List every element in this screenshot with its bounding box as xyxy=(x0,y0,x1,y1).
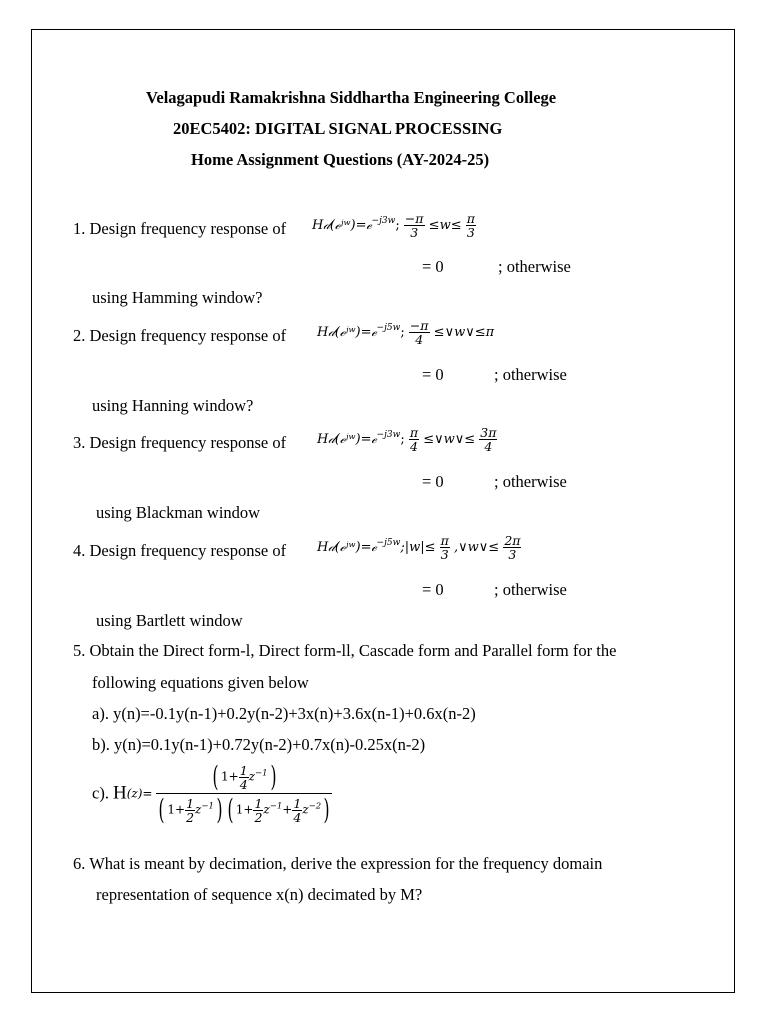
q5-line2: following equations given below xyxy=(92,673,309,692)
q6-line2: representation of sequence x(n) decimated by M? xyxy=(96,885,423,904)
q6-line1: 6. What is meant by decimation, derive the expression for the frequency domain xyxy=(73,854,603,873)
q1-otherwise: ; otherwise xyxy=(498,257,571,276)
q1-zero: = 0 xyxy=(422,257,444,276)
q2-zero: = 0 xyxy=(422,365,444,384)
q1-text: 1. Design frequency response of xyxy=(73,219,287,238)
q1-window: using Hamming window? xyxy=(92,288,263,307)
q4-text: 4. Design frequency response of xyxy=(73,541,287,560)
q3-otherwise: ; otherwise xyxy=(494,472,567,491)
q2-otherwise: ; otherwise xyxy=(494,365,567,384)
q2-window: using Hanning window? xyxy=(92,396,254,415)
q3-text: 3. Design frequency response of xyxy=(73,433,287,452)
q5-b: b). y(n)=0.1y(n-1)+0.72y(n-2)+0.7x(n)-0.25x(n-2) xyxy=(92,735,426,754)
q4-window: using Bartlett window xyxy=(96,611,243,630)
college-name: Velagapudi Ramakrishna Siddhartha Engineering College xyxy=(146,88,557,107)
q3-formula: H𝒹(ℯʲʷ)=ℯ$^{-j3w}$; $\frac{\pi}{4}$ ≤∨w∨≤ $\frac{3\pi}{4}$ xyxy=(317,425,497,454)
q5-line1: 5. Obtain the Direct form-l, Direct form-ll, Cascade form and Parallel form for the xyxy=(73,641,617,660)
q4-otherwise: ; otherwise xyxy=(494,580,567,599)
q5-c: c). H(z)= ( 1+ $\frac{1}{4}$ $z^{-1}$) ( 1+ $\frac{1}{2}$ $z^{-1}$) ( 1+ $\frac{1}{2}$ $z^{-1}+$ $\frac{1}{4}$ $z^{-2}$) xyxy=(92,763,332,824)
assignment-title: Home Assignment Questions (AY-2024-25) xyxy=(191,150,490,169)
q5-a: a). y(n)=-0.1y(n-1)+0.2y(n-2)+3x(n)+3.6x(n-1)+0.6x(n-2) xyxy=(92,704,476,723)
q3-window: using Blackman window xyxy=(96,503,261,522)
q4-zero: = 0 xyxy=(422,580,444,599)
q2-text: 2. Design frequency response of xyxy=(73,326,287,345)
q4-formula: H𝒹(ℯʲʷ)=ℯ$^{-j5w}$;|w|≤ $\frac{\pi}{3}$ ,∨w∨≤ $\frac{2\pi}{3}$ xyxy=(317,533,521,562)
q1-formula: H𝒹(ℯʲʷ)=ℯ$^{-j3w}$; $\frac{-\pi}{3}$ ≤w≤ $\frac{\pi}{3}$ xyxy=(312,211,475,240)
q2-formula: H𝒹(ℯʲʷ)=ℯ$^{-j5w}$; $\frac{-\pi}{4}$ ≤∨w∨≤π xyxy=(317,318,495,347)
course-title: 20EC5402: DIGITAL SIGNAL PROCESSING xyxy=(173,119,503,138)
q3-zero: = 0 xyxy=(422,472,444,491)
q5-c-fraction: ( 1+ $\frac{1}{4}$ $z^{-1}$) ( 1+ $\frac{1}{2}$ $z^{-1}$) ( 1+ $\frac{1}{2}$ $z^{-1}+$ $\frac{1}{4}$ $z^{-2}$) xyxy=(156,763,332,824)
